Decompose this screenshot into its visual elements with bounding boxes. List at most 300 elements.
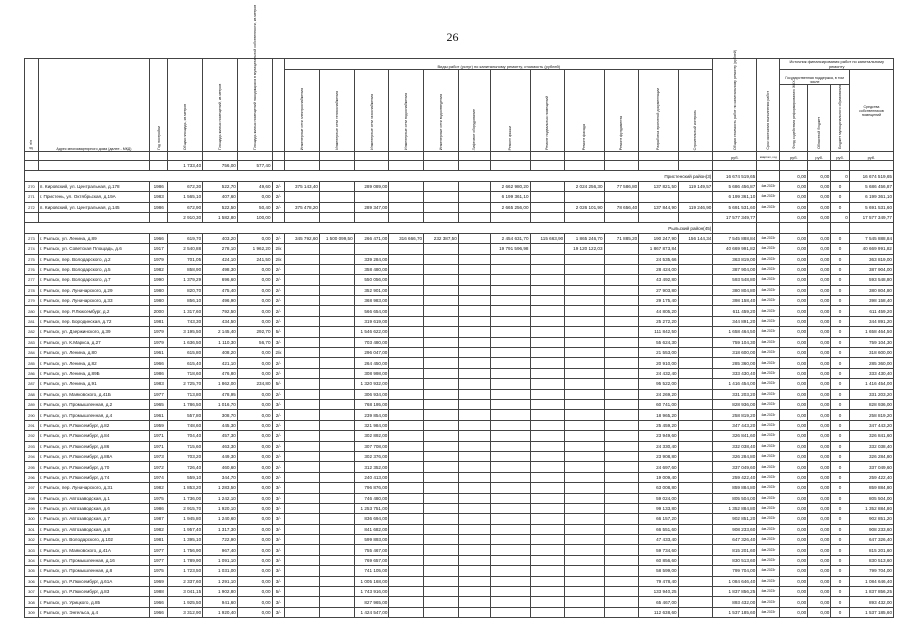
address-cell: г. Рыльск, ул. Володарского, д.102 <box>38 535 149 545</box>
work-cost-cell <box>491 451 530 461</box>
work-cost-cell <box>491 327 530 337</box>
deadline-cell: 4кв.2023г <box>757 296 780 306</box>
col-number-header: № п/п <box>25 59 39 152</box>
work-cost-cell <box>530 587 565 597</box>
work-cost-cell <box>491 607 530 617</box>
year-cell: 1986 <box>149 368 168 378</box>
work-cost-cell <box>319 358 354 368</box>
work-cost-cell <box>424 348 459 358</box>
work-cost-cell <box>530 483 565 493</box>
work-cost-cell <box>424 264 459 274</box>
work-cost-cell <box>491 368 530 378</box>
year-cell: 1969 <box>149 576 168 586</box>
deadline-cell: 4кв.2023г <box>757 379 780 389</box>
total-area-cell: 1 853,20 <box>168 483 203 493</box>
work-cost-cell <box>389 358 424 368</box>
floors-cell: 2/- <box>272 296 285 306</box>
work-cost-cell: 264 450,00 <box>354 358 389 368</box>
work-cost-cell <box>319 545 354 555</box>
col-living-area-header: Площадь жилых помещений, кв.метров <box>203 59 238 152</box>
table-row <box>25 285 894 295</box>
funding-cell: 1 837 856,25 <box>849 587 893 597</box>
funding-cell: 0 <box>831 233 850 243</box>
total-area-cell: 3 195,50 <box>168 327 203 337</box>
works-group-header: Виды работ (услуг) по капитальному ремонту, стоимость (рублей) <box>285 59 713 70</box>
funding-cell: 0,00 <box>808 275 831 285</box>
funding-cell: 398 158,40 <box>849 296 893 306</box>
funding-cell: 0,00 <box>808 503 831 513</box>
funding-cell: 0,00 <box>780 327 808 337</box>
funding-cell: 0 <box>831 264 850 274</box>
funding-cell: 0 <box>831 389 850 399</box>
work-cost-cell: 137 821,50 <box>639 181 678 191</box>
total-cost-cell: 326 841,60 <box>713 431 757 441</box>
work-cost-cell <box>319 316 354 326</box>
municipal-area-cell: 0,00 <box>237 587 272 597</box>
work-cost-cell <box>389 587 424 597</box>
empty-cell <box>713 223 757 233</box>
living-area-cell: 475,40 <box>203 285 238 295</box>
section-title-row <box>25 171 894 181</box>
deadline-cell: 4кв.2023г <box>757 254 780 264</box>
work-cost-cell <box>565 597 604 607</box>
work-cost-cell: 1 743 916,00 <box>354 587 389 597</box>
year-cell: 1966 <box>149 607 168 617</box>
floors-cell: 2/- <box>272 233 285 243</box>
funding-cell: 0 <box>831 254 850 264</box>
work-cost-cell: 769 657,00 <box>354 555 389 565</box>
work-cost-cell: 2 665 256,00 <box>491 202 530 212</box>
work-cost-cell <box>285 399 320 409</box>
empty-cell <box>458 212 490 222</box>
table-row <box>25 316 894 326</box>
work-cost-cell <box>424 296 459 306</box>
work-cost-cell: 375 478,20 <box>285 202 320 212</box>
municipal-area-cell: 0,00 <box>237 607 272 617</box>
floors-cell: 3/- <box>272 514 285 524</box>
work-cost-cell: 43 492,80 <box>639 275 678 285</box>
work-cost-cell <box>530 597 565 607</box>
work-cost-cell <box>285 555 320 565</box>
living-area-cell: 498,30 <box>203 264 238 274</box>
work-cost-cell <box>424 389 459 399</box>
total-cost-cell: 1 416 454,00 <box>713 379 757 389</box>
work-cost-cell: 240 413,00 <box>354 472 389 482</box>
work-cost-cell: 25 272,20 <box>639 316 678 326</box>
work-cost-cell <box>565 535 604 545</box>
municipal-area-cell: 0,00 <box>237 368 272 378</box>
municipal-area-cell: 0,00 <box>237 316 272 326</box>
total-cost-cell: 380 804,80 <box>713 285 757 295</box>
table-row <box>25 503 894 513</box>
work-cost-cell: 368 983,00 <box>354 296 389 306</box>
work-cost-cell <box>458 399 490 409</box>
work-cost-cell <box>424 316 459 326</box>
col-deadline-header: Срок окончания выполнения работ <box>757 59 780 152</box>
row-number: 300 <box>25 514 39 524</box>
row-number: 283 <box>25 337 39 347</box>
work-cost-cell <box>678 399 713 409</box>
funding-cell: 0,00 <box>808 316 831 326</box>
work-cost-cell: 66 551,60 <box>639 524 678 534</box>
address-cell: г. Рыльск, ул. Р.Люксембург, д.83 <box>38 587 149 597</box>
work-cost-cell <box>389 545 424 555</box>
work-cost-cell <box>604 420 639 430</box>
total-area-cell: 557,80 <box>168 410 203 420</box>
work-cost-cell <box>530 181 565 191</box>
row-number: 309 <box>25 607 39 617</box>
year-cell: 1981 <box>149 535 168 545</box>
row-number: 277 <box>25 275 39 285</box>
funding-cell: 0 <box>831 296 850 306</box>
work-cost-cell: 1 867 873,84 <box>639 244 678 254</box>
work-cost-cell <box>458 524 490 534</box>
total-area-cell: 748,60 <box>168 420 203 430</box>
work-cost-cell <box>319 555 354 565</box>
work-cost-cell: 1 253 751,00 <box>354 503 389 513</box>
work-cost-cell <box>565 399 604 409</box>
funding-cell: 0,00 <box>808 202 831 212</box>
funding-cell: 799 704,00 <box>849 566 893 576</box>
year-cell: 2000 <box>149 306 168 316</box>
work-cost-cell <box>319 399 354 409</box>
work-cost-cell <box>424 244 459 254</box>
municipal-area-cell: 241,50 <box>237 254 272 264</box>
row-number: 287 <box>25 379 39 389</box>
work-cost-cell <box>458 451 490 461</box>
work-cost-cell <box>285 451 320 461</box>
funding-cell: 0,00 <box>780 316 808 326</box>
work-cost-cell <box>424 181 459 191</box>
living-area-cell: 478,95 <box>203 389 238 399</box>
work-cost-cell <box>491 306 530 316</box>
work-cost-cell <box>389 181 424 191</box>
work-cost-cell <box>530 462 565 472</box>
work-cost-cell <box>604 462 639 472</box>
empty-cell <box>639 161 678 171</box>
row-number: 292 <box>25 431 39 441</box>
work-cost-cell <box>565 555 604 565</box>
funding-cell: 611 459,20 <box>849 306 893 316</box>
work-cost-cell <box>319 451 354 461</box>
work-cost-cell: 550 056,00 <box>354 275 389 285</box>
work-cost-cell <box>530 389 565 399</box>
total-area-cell: 726,40 <box>168 462 203 472</box>
funding-cell: 0 <box>831 399 850 409</box>
work-cost-cell: 307 708,00 <box>354 441 389 451</box>
work-cost-cell <box>678 441 713 451</box>
work-cost-cell <box>319 296 354 306</box>
empty-cell <box>38 212 149 222</box>
work-cost-cell <box>424 202 459 212</box>
empty-cell <box>272 161 285 171</box>
work-cost-cell <box>678 348 713 358</box>
work-cost-cell <box>530 410 565 420</box>
address-cell: г. Рыльск, ул. Р.Люксембург, д.61А <box>38 576 149 586</box>
work-cost-cell <box>604 389 639 399</box>
work-cost-cell <box>565 306 604 316</box>
work-cost-cell <box>491 410 530 420</box>
work-cost-cell: 20 910,00 <box>639 358 678 368</box>
empty-cell <box>285 161 320 171</box>
work-cost-cell: 352 901,00 <box>354 285 389 295</box>
work-cost-cell <box>565 451 604 461</box>
address-cell: г. Рыльск, ул. Промышленная, д.4 <box>38 410 149 420</box>
year-cell: 1979 <box>149 337 168 347</box>
total-cell: 0 <box>831 212 850 222</box>
total-area-cell: 1 925,50 <box>168 597 203 607</box>
municipal-area-cell: 0,00 <box>237 576 272 586</box>
deadline-cell: 4кв.2023г <box>757 285 780 295</box>
work-col-header: Ремонт крыши <box>491 70 530 152</box>
total-cell: 756,00 <box>203 161 238 171</box>
funding-cell: 0 <box>831 358 850 368</box>
floors-cell: 2/- <box>272 316 285 326</box>
work-cost-cell <box>491 545 530 555</box>
table-row <box>25 410 894 420</box>
funding-cell: 0,00 <box>780 275 808 285</box>
work-cost-cell <box>424 327 459 337</box>
total-cell: 0,00 <box>780 212 808 222</box>
work-cost-cell: 1 320 932,00 <box>354 379 389 389</box>
work-cost-cell: 741 105,00 <box>354 566 389 576</box>
funding-cell: 0,00 <box>808 327 831 337</box>
municipal-area-cell: 0,00 <box>237 493 272 503</box>
empty-cell <box>565 212 604 222</box>
work-cost-cell <box>389 483 424 493</box>
municipal-area-cell: 0,00 <box>237 535 272 545</box>
funding-cell: 285 360,00 <box>849 358 893 368</box>
total-cost-cell: 805 504,00 <box>713 493 757 503</box>
work-cost-cell <box>389 420 424 430</box>
empty-cell <box>354 212 389 222</box>
work-cost-cell <box>491 441 530 451</box>
work-cost-cell <box>285 514 320 524</box>
work-cost-cell <box>604 566 639 576</box>
work-cost-cell: 95 522,00 <box>639 379 678 389</box>
floors-cell: 2/- <box>272 472 285 482</box>
total-cost-cell: 1 658 464,50 <box>713 327 757 337</box>
empty-cell <box>530 212 565 222</box>
funding-cell: 0,00 <box>780 296 808 306</box>
work-cost-cell <box>389 327 424 337</box>
municipal-area-cell: 0,00 <box>237 192 272 202</box>
work-cost-cell: 111 842,50 <box>639 327 678 337</box>
address-cell: г. Рыльск, ул. Автозаводская, д.7 <box>38 514 149 524</box>
municipal-area-cell: 0,00 <box>237 483 272 493</box>
floors-cell: 3/- <box>272 337 285 347</box>
total-cost-cell: 363 819,00 <box>713 254 757 264</box>
work-cost-cell <box>285 316 320 326</box>
address-cell: г. Рыльск, пер. Луначарского, д.29 <box>38 285 149 295</box>
work-cost-cell: 60 741,00 <box>639 399 678 409</box>
funding-cell: 0,00 <box>780 379 808 389</box>
floors-cell: 2/к <box>272 348 285 358</box>
living-area-cell: 1 291,10 <box>203 576 238 586</box>
funding-cell: 0,00 <box>780 337 808 347</box>
deadline-cell: 4кв.2023г <box>757 545 780 555</box>
work-cost-cell: 345 792,60 <box>285 233 320 243</box>
total-cost-cell: 337 049,60 <box>713 462 757 472</box>
work-cost-cell <box>285 441 320 451</box>
empty-cell <box>149 161 168 171</box>
funding-cell: 0,00 <box>780 399 808 409</box>
funding-cell: 0 <box>831 566 850 576</box>
funding-cell: 0,00 <box>808 410 831 420</box>
work-cost-cell <box>424 524 459 534</box>
total-area-cell: 1 723,50 <box>168 566 203 576</box>
work-cost-cell: 59 024,00 <box>639 493 678 503</box>
total-area-cell: 2 540,88 <box>168 244 203 254</box>
work-cost-cell <box>319 587 354 597</box>
work-cost-cell <box>491 514 530 524</box>
work-cost-cell <box>389 514 424 524</box>
work-cost-cell <box>530 420 565 430</box>
work-cost-cell <box>491 254 530 264</box>
work-cost-cell <box>491 576 530 586</box>
funding-cell: 0,00 <box>808 306 831 316</box>
work-cost-cell <box>458 285 490 295</box>
empty-cell <box>639 212 678 222</box>
work-cost-cell <box>285 368 320 378</box>
work-cost-cell <box>530 358 565 368</box>
work-cost-cell <box>424 503 459 513</box>
year-cell: 1977 <box>149 545 168 555</box>
row-number: 294 <box>25 451 39 461</box>
work-cost-cell <box>458 483 490 493</box>
work-cost-cell <box>604 441 639 451</box>
funding-cell: 0,00 <box>808 607 831 617</box>
total-area-cell: 672,30 <box>168 181 203 191</box>
work-cost-cell <box>678 545 713 555</box>
empty-cell <box>604 212 639 222</box>
work-cost-cell <box>491 566 530 576</box>
table-row <box>25 514 894 524</box>
address-cell: г. Рыльск, ул. Р.Люксембург, д.88А <box>38 451 149 461</box>
work-cost-cell <box>604 358 639 368</box>
floors-cell: 2/- <box>272 275 285 285</box>
living-area-cell: 408,20 <box>203 348 238 358</box>
regional-header: Областной бюджет <box>808 85 831 152</box>
address-cell: г. Рыльск, ул. Автозаводская, д.1 <box>38 493 149 503</box>
total-cost-cell: 333 430,40 <box>713 368 757 378</box>
funding-cell: 0 <box>831 348 850 358</box>
work-cost-cell <box>424 493 459 503</box>
work-cost-cell <box>319 524 354 534</box>
funding-cell: 0,00 <box>780 472 808 482</box>
funding-cell: 344 891,20 <box>849 316 893 326</box>
deadline-cell: 4кв.2023г <box>757 420 780 430</box>
floors-cell: 3/- <box>272 607 285 617</box>
work-cost-cell <box>565 576 604 586</box>
work-cost-cell <box>678 410 713 420</box>
work-cost-cell: 27 903,80 <box>639 285 678 295</box>
municipal-header: Бюджет муниципального образования <box>831 85 850 152</box>
funding-cell: 0,00 <box>780 441 808 451</box>
work-cost-cell <box>389 535 424 545</box>
empty-cell <box>354 161 389 171</box>
work-cost-cell <box>530 524 565 534</box>
empty-cell <box>272 212 285 222</box>
living-area-cell: 496,90 <box>203 296 238 306</box>
work-cost-cell <box>678 337 713 347</box>
funding-cell: 6 199 361,10 <box>849 192 893 202</box>
work-cost-cell <box>424 254 459 264</box>
year-cell: 1971 <box>149 441 168 451</box>
fund-header: Фонд содействия реформированию ЖКХ <box>780 85 808 152</box>
work-cost-cell <box>285 483 320 493</box>
work-cost-cell <box>678 607 713 617</box>
work-cost-cell: 239 854,00 <box>354 410 389 420</box>
funding-cell: 0,00 <box>780 483 808 493</box>
work-cost-cell <box>491 399 530 409</box>
floors-cell: 2/- <box>272 389 285 399</box>
work-cost-cell <box>678 555 713 565</box>
deadline-cell: 4кв.2023г <box>757 306 780 316</box>
work-cost-cell <box>285 535 320 545</box>
year-cell: 1977 <box>149 555 168 565</box>
row-number: 304 <box>25 555 39 565</box>
year-cell: 1982 <box>149 483 168 493</box>
work-cost-cell <box>389 524 424 534</box>
table-row <box>25 358 894 368</box>
work-cost-cell <box>678 275 713 285</box>
work-cost-cell <box>678 420 713 430</box>
row-number: 299 <box>25 503 39 513</box>
municipal-area-cell: 0,00 <box>237 306 272 316</box>
work-cost-cell <box>285 545 320 555</box>
table-row <box>25 597 894 607</box>
work-cost-cell: 289 347,00 <box>354 202 389 212</box>
work-cost-cell <box>285 462 320 472</box>
funding-cell: 380 804,80 <box>849 285 893 295</box>
address-cell: п. Кировский, ул. Центральная, д.145 <box>38 202 149 212</box>
work-cost-cell <box>604 545 639 555</box>
living-area-cell: 792,50 <box>203 306 238 316</box>
work-cost-cell <box>458 254 490 264</box>
work-cost-cell <box>604 503 639 513</box>
work-cost-cell <box>285 296 320 306</box>
table-row <box>25 389 894 399</box>
funding-cell: 0,00 <box>780 462 808 472</box>
work-cost-cell <box>604 285 639 295</box>
funding-cell: 0,00 <box>808 337 831 347</box>
work-cost-cell <box>491 296 530 306</box>
address-cell: г. Рыльск, ул. Р.Люксембург, д.74 <box>38 472 149 482</box>
work-cost-cell <box>458 545 490 555</box>
work-cost-cell: 24 269,20 <box>639 389 678 399</box>
work-cost-cell <box>354 192 389 202</box>
work-cost-cell <box>565 431 604 441</box>
funding-cell: 0,00 <box>808 399 831 409</box>
total-cost-cell: 332 038,40 <box>713 441 757 451</box>
municipal-area-cell: 0,00 <box>237 597 272 607</box>
municipal-area-cell: 0,00 <box>237 431 272 441</box>
work-cost-cell: 25 459,20 <box>639 420 678 430</box>
empty-cell <box>849 161 893 171</box>
total-cost-cell: 7 545 888,84 <box>713 233 757 243</box>
funding-cell: 258 819,20 <box>849 410 893 420</box>
funding-cell: 0,00 <box>780 566 808 576</box>
funding-group-header: Источник финансирования работ по капитальному ремонту <box>780 59 894 70</box>
year-cell: 1966 <box>149 597 168 607</box>
row-number: 272 <box>25 202 39 212</box>
total-cost-cell: 258 819,20 <box>713 410 757 420</box>
work-cost-cell <box>389 462 424 472</box>
total-cell: 0,00 <box>780 171 808 181</box>
work-cost-cell <box>678 483 713 493</box>
empty-cell <box>38 161 149 171</box>
